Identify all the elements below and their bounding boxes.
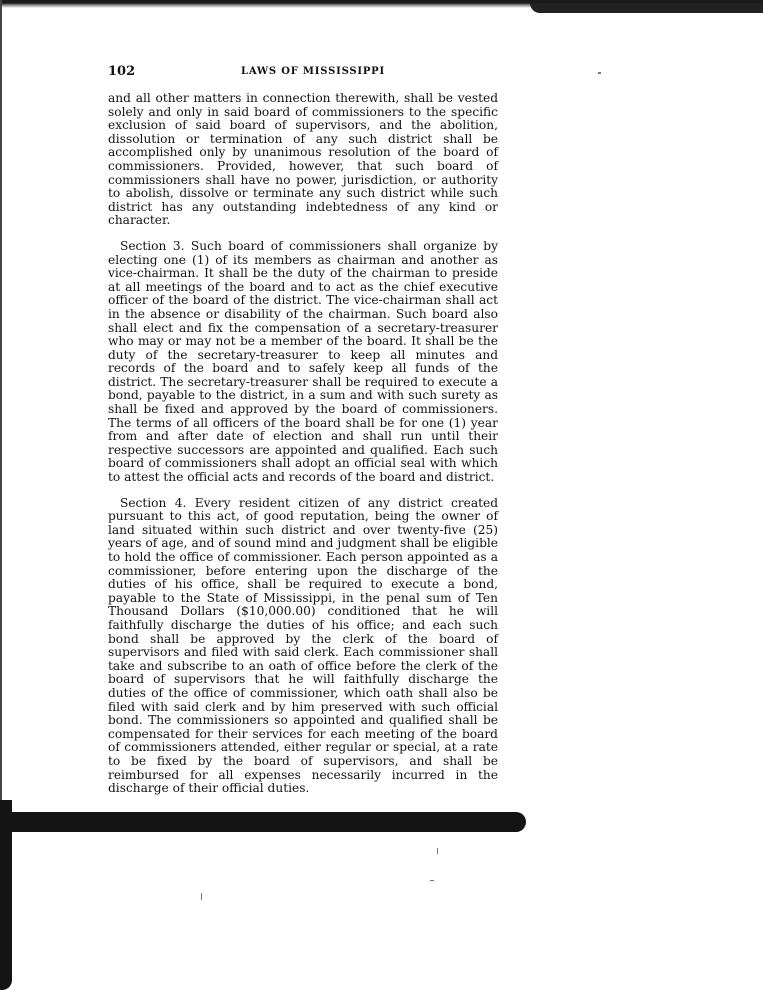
scan-bottom-shadow	[0, 812, 526, 832]
scan-speck	[437, 848, 438, 854]
scan-speck	[430, 880, 434, 881]
scan-speck	[598, 72, 601, 74]
scan-top-shadow	[530, 3, 763, 13]
running-head: LAWS OF MISSISSIPPI	[241, 66, 385, 77]
paragraph-continuation: and all other matters in connection therewith, shall be vested solely and only in said board of commissioners to the specific exclusion of said board of supervisors, and the abolition, dissolution or termination of any such district shall be accomplished only by unanimous resolution of the board of commissioners. Provided, however, that such board of commissioners shall have no power, jurisdiction, or authority to abolish, dissolve or terminate any such district while such district has any outstanding indebtedness of any kind or character.	[108, 91, 498, 228]
scan-bottom-left-edge	[0, 800, 12, 990]
scan-speck	[201, 893, 202, 900]
paragraph-section-4: Section 4. Every resident citizen of any district created pursuant to this act, of good reputation, being the owner of land situated within such district and over twenty-five (25) years of age, and of sound mind and judgment shall be eligible to hold the office of commissioner. Each person appointed as a commissioner, before entering upon the discharge of the duties of his office, shall be required to execute a bond, payable to the State of Mississippi, in the penal sum of Ten Thousand Dollars ($10,000.00) conditioned that he will faithfully discharge the duties of his office; and each such bond shall be approved by the clerk of the board of supervisors and filed with said clerk. Each commissioner shall take and subscribe to an oath of office before the clerk of the board of supervisors that he will faithfully discharge the duties of the office of commissioner, which oath shall also be filed with said clerk and by him preserved with such official bond. The commissioners so appointed and qualified shall be compensated for their services for each meeting of the board of commissioners attended, either regular or special, at a rate to be fixed by the board of supervisors, and shall be reimbursed for all expenses necessarily incurred in the discharge of their official duties.	[108, 495, 498, 796]
page-number: 102	[108, 64, 136, 79]
page-body	[108, 92, 498, 808]
page-header	[108, 64, 500, 80]
paragraph-section-3: Section 3. Such board of commissioners shall organize by electing one (1) of its members as chairman and another as vice-chairman. It shall be the duty of the chairman to preside at all meetings of the board and to act as the chief executive officer of the board of the district. The vice-chairman shall act in the absence or disability of the chairman. Such board also shall elect and fix the compensation of a secretary-treasurer who may or may not be a member of the board. It shall be the duty of the secretary-treasurer to keep all minutes and records of the board and to safely keep all funds of the district. The secretary-treasurer shall be required to execute a bond, payable to the district, in a sum and with such surety as shall be fixed and approved by the board of commissioners. The terms of all officers of the board shall be for one (1) year from and after date of election and shall run until their respective successors are appointed and qualified. Each such board of commissioners shall adopt an official seal with which to attest the official acts and records of the board and district.	[108, 238, 498, 485]
